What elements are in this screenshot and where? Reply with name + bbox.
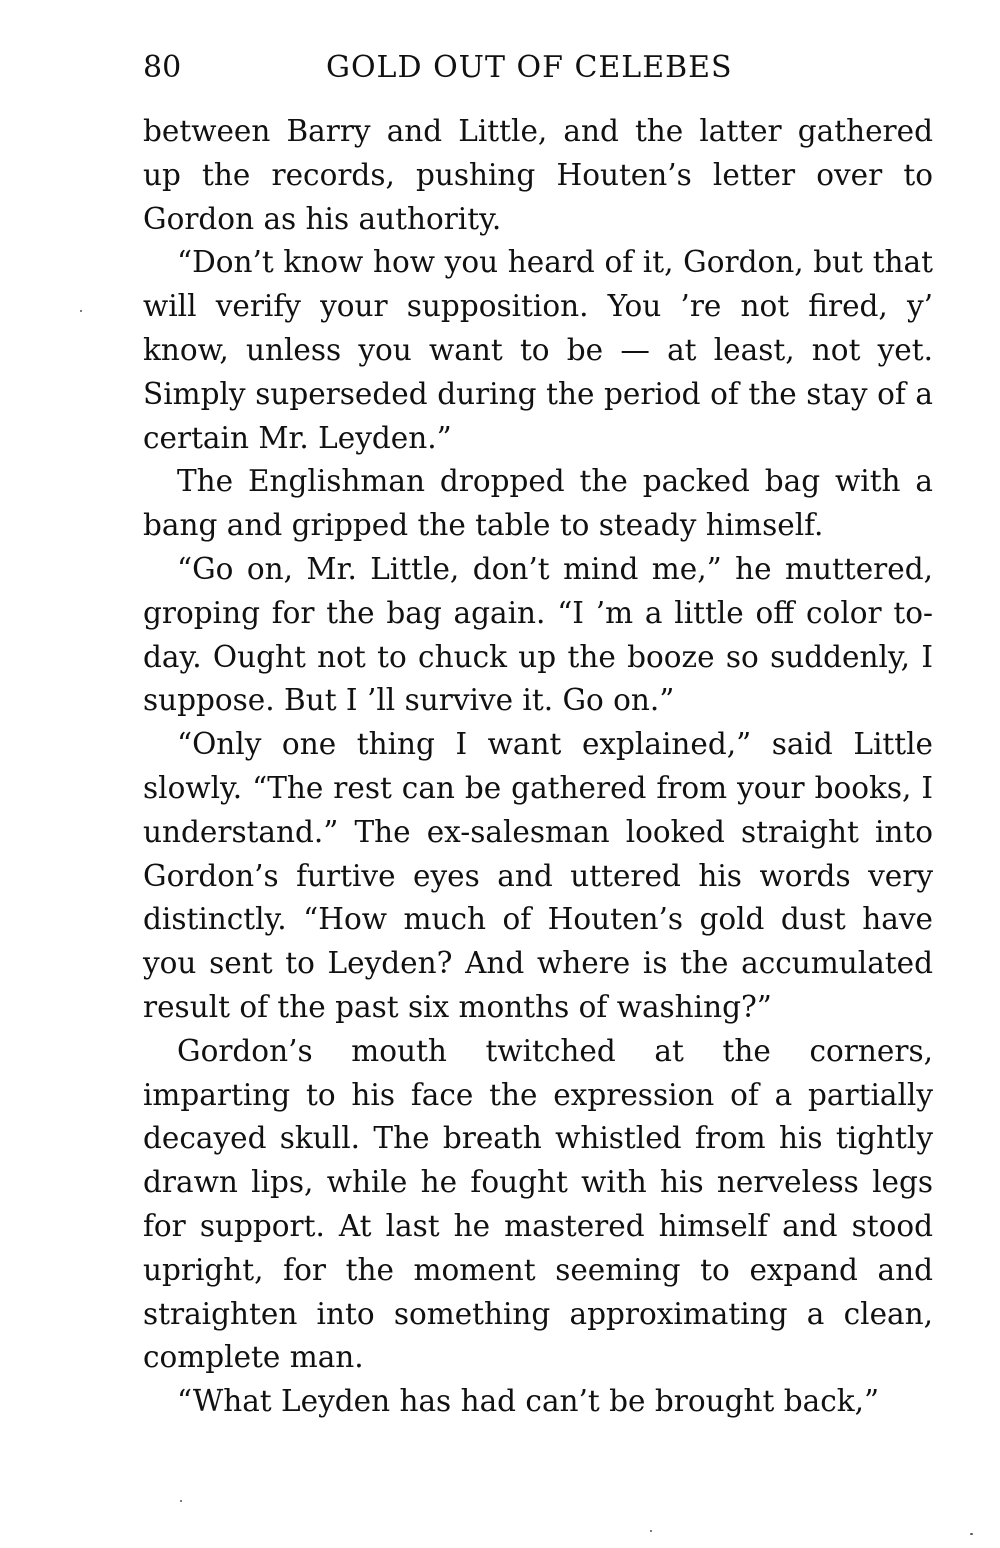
scan-speck — [970, 1533, 973, 1535]
paragraph: Gordon’s mouth twitched at the corners, imparting to his face the expression of a partially decayed skull. The breath whistled from his tightly drawn lips, while he fought with his nerveless legs for support. At last he mastered himself and stood upright, for the moment seeming to expand and straighten into something approximating a clean, complete man. — [143, 1033, 933, 1375]
paragraph: “Only one thing I want explained,” said Little slowly. “The rest can be gathered from your books, I understand.” The ex-salesman looked straight into Gordon’s furtive eyes and uttered his words very distinctly. “How much of Houten’s gold dust have you sent to Leyden? And where is the accumulated result of the past six months of washing?” — [143, 727, 933, 1024]
scan-speck — [650, 1530, 652, 1532]
running-title: GOLD OUT OF CELEBES — [326, 50, 733, 85]
page-number: 80 — [143, 50, 182, 85]
page-header — [143, 48, 933, 88]
paragraph: “Go on, Mr. Little, don’t mind me,” he muttered, groping for the bag again. “I ’m a little off color to-day. Ought not to chuck up the booze so suddenly, I suppose. But I ’ll survive it. Go on.” — [143, 551, 933, 718]
paragraph: “What Leyden has had can’t be brought back,” — [177, 1384, 880, 1419]
body-text — [143, 110, 933, 1424]
paragraph: The Englishman dropped the packed bag with a bang and gripped the table to steady himself. — [143, 464, 933, 543]
scan-speck — [180, 1500, 182, 1502]
scan-speck — [80, 310, 82, 312]
paragraph: between Barry and Little, and the latter gathered up the records, pushing Houten’s letter over to Gordon as his authority. — [143, 114, 933, 236]
paragraph: “Don’t know how you heard of it, Gordon, but that will verify your supposition. You ’re not fired, y’ know, unless you want to be — at least, not yet. Simply superseded during the period of the stay of a certain Mr. Leyden.” — [143, 245, 933, 455]
